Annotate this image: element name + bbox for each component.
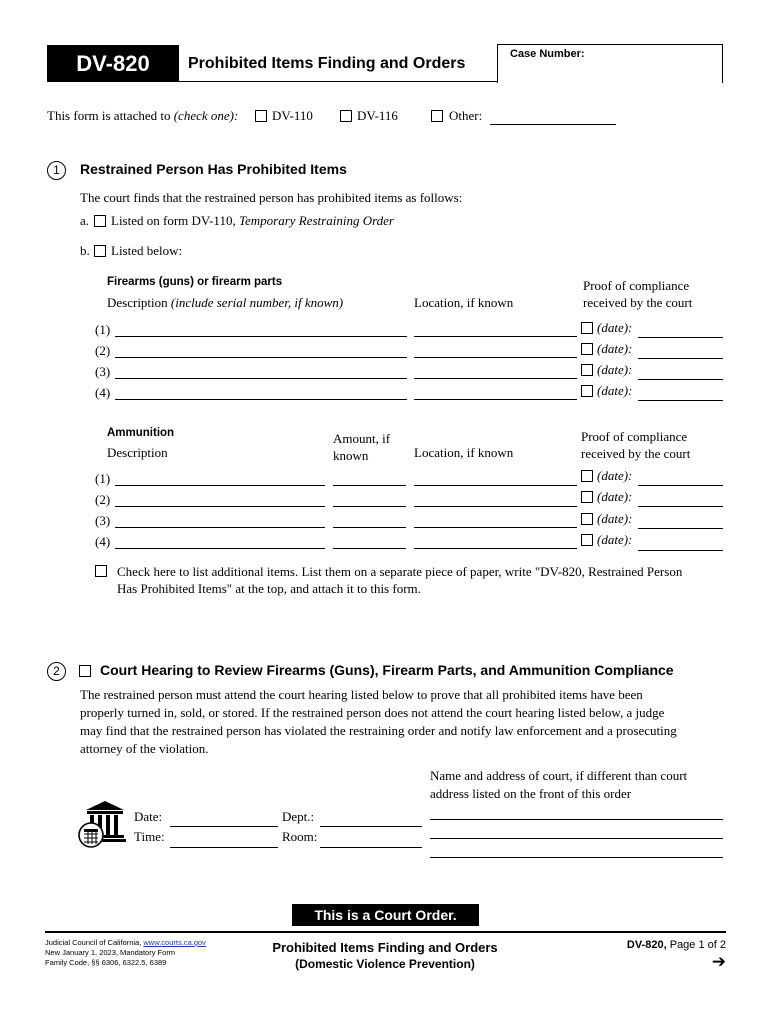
option-a-italic: Temporary Restraining Order bbox=[238, 213, 394, 228]
ammo-proof-header-2: received by the court bbox=[581, 446, 691, 461]
footer-council-text: Judicial Council of California, bbox=[45, 938, 144, 947]
ammo-row-3-amount[interactable] bbox=[333, 527, 406, 528]
ammo-row-3-location[interactable] bbox=[414, 527, 577, 528]
ammo-desc-header: Description bbox=[107, 445, 168, 460]
firearm-row-4-proof-checkbox[interactable] bbox=[581, 385, 593, 397]
firearm-row-1-date[interactable] bbox=[638, 337, 723, 338]
court-order-banner: This is a Court Order. bbox=[292, 904, 479, 926]
ammo-row-2-date[interactable] bbox=[638, 506, 723, 507]
option-b-letter: b. bbox=[80, 243, 90, 258]
firearm-row-4-date-label: (date): bbox=[597, 383, 633, 398]
firearms-heading: Firearms (guns) or firearm parts bbox=[107, 276, 283, 288]
footer-form-number: DV-820, bbox=[626, 939, 667, 951]
firearm-row-3-date-label: (date): bbox=[597, 362, 633, 377]
footer-subtitle: (Domestic Violence Prevention) bbox=[295, 957, 475, 971]
firearm-row-3-date[interactable] bbox=[638, 379, 723, 380]
firearm-row-1-label: (1) bbox=[95, 322, 111, 337]
ammo-row-1-date-label: (date): bbox=[597, 468, 633, 483]
hearing-time-field[interactable] bbox=[170, 847, 278, 848]
ammo-row-4-description[interactable] bbox=[115, 548, 325, 549]
ammo-row-3-label: (3) bbox=[95, 513, 111, 528]
option-a-letter: a. bbox=[80, 213, 90, 228]
ammo-location-header: Location, if known bbox=[414, 445, 514, 460]
form-title: Prohibited Items Finding and Orders bbox=[188, 55, 466, 72]
section2-title: Court Hearing to Review Firearms (Guns), Firearm Parts, and Ammunition Compliance bbox=[100, 662, 674, 678]
firearm-row-2-proof-checkbox[interactable] bbox=[581, 343, 593, 355]
ammo-row-1-label: (1) bbox=[95, 471, 111, 486]
firearm-row-3-location[interactable] bbox=[414, 378, 577, 379]
option-a-label: Listed on form DV-110, bbox=[111, 213, 239, 228]
other-label: Other: bbox=[449, 108, 483, 123]
section2-para-line-1: The restrained person must attend the court hearing listed below to prove that all prohibited items have been bbox=[80, 687, 643, 702]
ammo-row-4-location[interactable] bbox=[414, 548, 577, 549]
section2-para-line-2: properly turned in, sold, or stored. If the restrained person does not attend the court hearing listed below, a judge bbox=[80, 705, 665, 720]
firearms-location-header: Location, if known bbox=[414, 295, 514, 310]
courthouse-calendar-icon bbox=[76, 798, 126, 850]
footer-page bbox=[600, 939, 726, 951]
ammo-amount-header-1: Amount, if bbox=[333, 431, 391, 446]
dv116-checkbox[interactable] bbox=[340, 110, 352, 122]
option-a-checkbox[interactable] bbox=[94, 215, 106, 227]
firearm-row-3-proof-checkbox[interactable] bbox=[581, 364, 593, 376]
firearm-row-3-description[interactable] bbox=[115, 378, 407, 379]
footer-council bbox=[45, 938, 206, 947]
firearms-desc-italic: (include serial number, if known) bbox=[170, 295, 344, 310]
court-address-label-2: address listed on the front of this order bbox=[430, 786, 632, 801]
ammo-row-3-date[interactable] bbox=[638, 528, 723, 529]
firearm-row-4-date[interactable] bbox=[638, 400, 723, 401]
firearm-row-2-date[interactable] bbox=[638, 358, 723, 359]
ammo-row-2-date-label: (date): bbox=[597, 489, 633, 504]
firearm-row-2-label: (2) bbox=[95, 343, 111, 358]
ammo-row-4-proof-checkbox[interactable] bbox=[581, 534, 593, 546]
ammo-proof-header-1: Proof of compliance bbox=[581, 429, 688, 444]
hearing-date-label: Date: bbox=[134, 809, 163, 824]
ammo-row-1-date[interactable] bbox=[638, 485, 723, 486]
ammo-amount-header-2: known bbox=[333, 448, 369, 463]
additional-items-line-1: Check here to list additional items. List them on a separate piece of paper, write "DV-820, Restrained Person bbox=[117, 564, 683, 579]
ammo-row-2-description[interactable] bbox=[115, 506, 325, 507]
court-address-field-2[interactable] bbox=[430, 838, 723, 839]
ammo-row-3-proof-checkbox[interactable] bbox=[581, 513, 593, 525]
option-b-text: Listed below: bbox=[111, 243, 183, 258]
ammo-row-4-date-label: (date): bbox=[597, 532, 633, 547]
ammo-row-1-location[interactable] bbox=[414, 485, 577, 486]
attached-text bbox=[47, 108, 238, 124]
court-address-field-1[interactable] bbox=[430, 819, 723, 820]
firearm-row-1-proof-checkbox[interactable] bbox=[581, 322, 593, 334]
ammo-row-2-label: (2) bbox=[95, 492, 111, 507]
section2-number: 2 bbox=[47, 662, 66, 681]
hearing-room-label: Room: bbox=[282, 829, 318, 844]
ammo-row-4-date[interactable] bbox=[638, 550, 723, 551]
section2-para-line-4: attorney of the violation. bbox=[80, 741, 209, 756]
section2-checkbox[interactable] bbox=[79, 665, 91, 677]
ammo-row-3-date-label: (date): bbox=[597, 511, 633, 526]
firearm-row-1-date-label: (date): bbox=[597, 320, 633, 335]
additional-items-line-2: Has Prohibited Items" at the top, and attach it to this form. bbox=[117, 581, 421, 596]
footer-rule bbox=[45, 931, 726, 933]
section1-intro: The court finds that the restrained person has prohibited items as follows: bbox=[80, 190, 463, 205]
dv116-label: DV-116 bbox=[357, 108, 398, 123]
header-rule bbox=[179, 81, 497, 82]
footer-title: Prohibited Items Finding and Orders bbox=[272, 940, 498, 955]
section1-number: 1 bbox=[47, 161, 66, 180]
section1-title: Restrained Person Has Prohibited Items bbox=[80, 161, 347, 177]
hearing-time-label: Time: bbox=[134, 829, 165, 844]
firearms-desc-label: Description bbox=[107, 295, 171, 310]
firearm-row-2-date-label: (date): bbox=[597, 341, 633, 356]
option-a-text bbox=[111, 213, 394, 229]
firearms-desc-header bbox=[107, 295, 343, 311]
attached-prefix: This form is attached to bbox=[47, 108, 174, 123]
ammo-row-4-amount[interactable] bbox=[333, 548, 406, 549]
ammo-heading: Ammunition bbox=[107, 427, 175, 439]
footer-page-number: Page 1 of 2 bbox=[666, 939, 726, 951]
dv110-label: DV-110 bbox=[272, 108, 313, 123]
firearms-proof-header-2: received by the court bbox=[583, 295, 693, 310]
ammo-row-2-proof-checkbox[interactable] bbox=[581, 491, 593, 503]
court-address-field-3[interactable] bbox=[430, 857, 723, 858]
court-address-label-1: Name and address of court, if different than court bbox=[430, 768, 688, 783]
firearm-row-1-description[interactable] bbox=[115, 336, 407, 337]
hearing-dept-label: Dept.: bbox=[282, 809, 315, 824]
form-number: DV-820 bbox=[76, 51, 150, 76]
firearm-row-2-description[interactable] bbox=[115, 357, 407, 358]
attached-check-one: (check one): bbox=[173, 108, 239, 123]
firearm-row-3-label: (3) bbox=[95, 364, 111, 379]
ammo-row-1-description[interactable] bbox=[115, 485, 325, 486]
ammo-row-1-amount[interactable] bbox=[333, 485, 406, 486]
hearing-date-field[interactable] bbox=[170, 826, 278, 827]
case-number-label: Case Number: bbox=[510, 48, 585, 60]
firearm-row-4-label: (4) bbox=[95, 385, 111, 400]
next-page-arrow-icon[interactable]: ➔ bbox=[711, 952, 726, 971]
other-field[interactable] bbox=[490, 124, 616, 125]
hearing-room-field[interactable] bbox=[320, 847, 422, 848]
other-checkbox[interactable] bbox=[431, 110, 443, 122]
firearm-row-2-location[interactable] bbox=[414, 357, 577, 358]
ammo-row-2-amount[interactable] bbox=[333, 506, 406, 507]
firearm-row-4-location[interactable] bbox=[414, 399, 577, 400]
section2-para-line-3: may find that the restrained person has violated the restraining order and notify law enforcement and a prosecuting bbox=[80, 723, 677, 738]
footer-council-link[interactable]: www.courts.ca.gov bbox=[143, 938, 206, 947]
dv110-checkbox[interactable] bbox=[255, 110, 267, 122]
ammo-row-1-proof-checkbox[interactable] bbox=[581, 470, 593, 482]
ammo-row-4-label: (4) bbox=[95, 534, 111, 549]
footer-revised: New January 1, 2023, Mandatory Form bbox=[45, 948, 176, 957]
ammo-row-3-description[interactable] bbox=[115, 527, 325, 528]
additional-items-checkbox[interactable] bbox=[95, 565, 107, 577]
ammo-row-2-location[interactable] bbox=[414, 506, 577, 507]
hearing-dept-field[interactable] bbox=[320, 826, 422, 827]
firearm-row-1-location[interactable] bbox=[414, 336, 577, 337]
firearm-row-4-description[interactable] bbox=[115, 399, 407, 400]
firearms-proof-header-1: Proof of compliance bbox=[583, 278, 690, 293]
option-b-checkbox[interactable] bbox=[94, 245, 106, 257]
footer-code: Family Code, §§ 6306, 6322.5, 6389 bbox=[45, 958, 167, 967]
